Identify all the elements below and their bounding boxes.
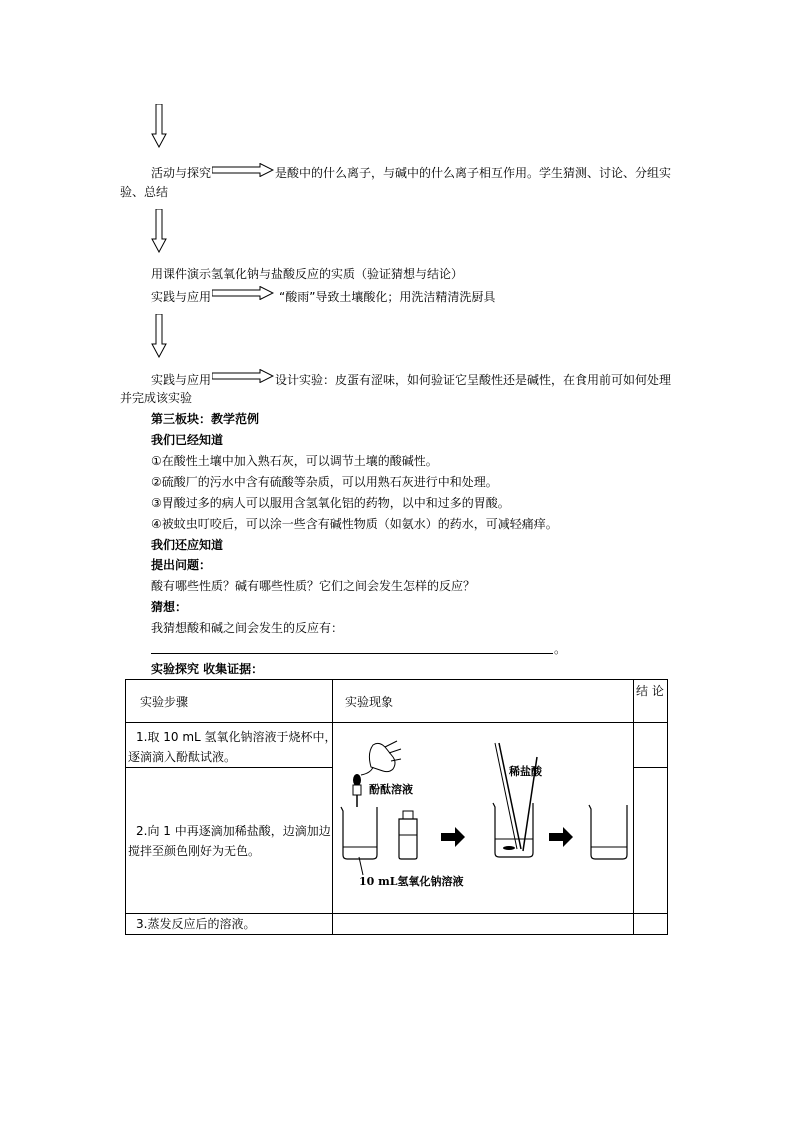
known-heading: 我们已经知道 — [151, 433, 224, 447]
question-label: 提出问题： — [151, 558, 212, 572]
table-row — [126, 914, 668, 935]
flow-text-practice-2b: 并完成该实验 — [120, 391, 193, 405]
header-cell-conclusion: 结 论 — [634, 680, 668, 723]
section-title: 第三板块：教学范例 — [151, 412, 260, 426]
experiment-table — [125, 679, 668, 935]
answer-blank-line — [151, 653, 553, 654]
right-arrow-icon — [212, 286, 274, 300]
down-arrow-icon — [151, 314, 167, 358]
known-item: ②硫酸厂的污水中含有硫酸等杂质，可以用熟石灰进行中和处理。 — [151, 475, 498, 489]
explore-label: 实验探究 收集证据： — [151, 662, 264, 676]
blank-end-mark: 。 — [554, 642, 567, 656]
step-cell: 1.取 10 mL 氢氧化钠溶液于烧杯中， 逐滴滴入酚酞试液。 — [126, 723, 333, 768]
flow-text-activity-1: 是酸中的什么离子，与碱中的什么离子相互作用。学生猜测、讨论、分组实 — [275, 166, 672, 180]
right-arrow-icon — [212, 163, 274, 177]
flow-label-practice-1: 实践与应用 — [151, 290, 212, 304]
flow-text-practice-1: “酸雨”导致土壤酸化；用洗洁精清洗厨具 — [279, 290, 496, 304]
guess-text: 我猜想酸和碱之间会发生的反应有： — [151, 621, 344, 635]
conclusion-cell — [634, 914, 668, 935]
phenomenon-cell — [333, 914, 634, 935]
label-dilute-hcl: 稀盐酸 — [509, 765, 542, 778]
table-row — [126, 723, 668, 768]
flow-label-activity: 活动与探究 — [151, 166, 212, 180]
question-text: 酸有哪些性质？碱有哪些性质？它们之间会发生怎样的反应？ — [151, 579, 476, 593]
known-item: ①在酸性土壤中加入熟石灰，可以调节土壤的酸碱性。 — [151, 454, 438, 468]
known-item: ③胃酸过多的病人可以服用含氢氧化铝的药物，以中和过多的胃酸。 — [151, 496, 510, 510]
header-cell-step: 实验步骤 — [126, 680, 333, 723]
apparatus-figure — [333, 723, 634, 909]
step-cell: 2.向 1 中再逐滴加稀盐酸，边滴加边 搅拌至颜色刚好为无色。 — [126, 768, 333, 914]
header-cell-phenomenon: 实验现象 — [333, 680, 634, 723]
label-phenolphthalein: 酚酞溶液 — [369, 783, 413, 796]
conclusion-cell — [634, 723, 668, 768]
flow-text-practice-2a: 设计实验：皮蛋有涩味，如何验证它呈酸性还是碱性，在食用前可如何处理 — [275, 373, 672, 387]
step-cell: 3.蒸发反应后的溶液。 — [126, 914, 333, 935]
flow-text-activity-2: 验、总结 — [120, 185, 169, 199]
label-naoh: 10 mL氢氧化钠溶液 — [359, 875, 464, 888]
down-arrow-icon — [151, 209, 167, 253]
down-arrow-icon — [151, 104, 167, 148]
right-arrow-icon — [212, 369, 274, 383]
flow-text-demo: 用课件演示氢氧化钠与盐酸反应的实质（验证猜想与结论） — [151, 267, 464, 281]
apparatus-figure-cell — [333, 723, 634, 914]
should-know-heading: 我们还应知道 — [151, 538, 224, 552]
table-header-row — [126, 680, 668, 723]
flow-label-practice-2: 实践与应用 — [151, 373, 212, 387]
guess-label: 猜想： — [151, 600, 188, 614]
conclusion-cell — [634, 768, 668, 914]
known-item: ④被蚊虫叮咬后，可以涂一些含有碱性物质（如氨水）的药水，可减轻痛痒。 — [151, 517, 558, 531]
